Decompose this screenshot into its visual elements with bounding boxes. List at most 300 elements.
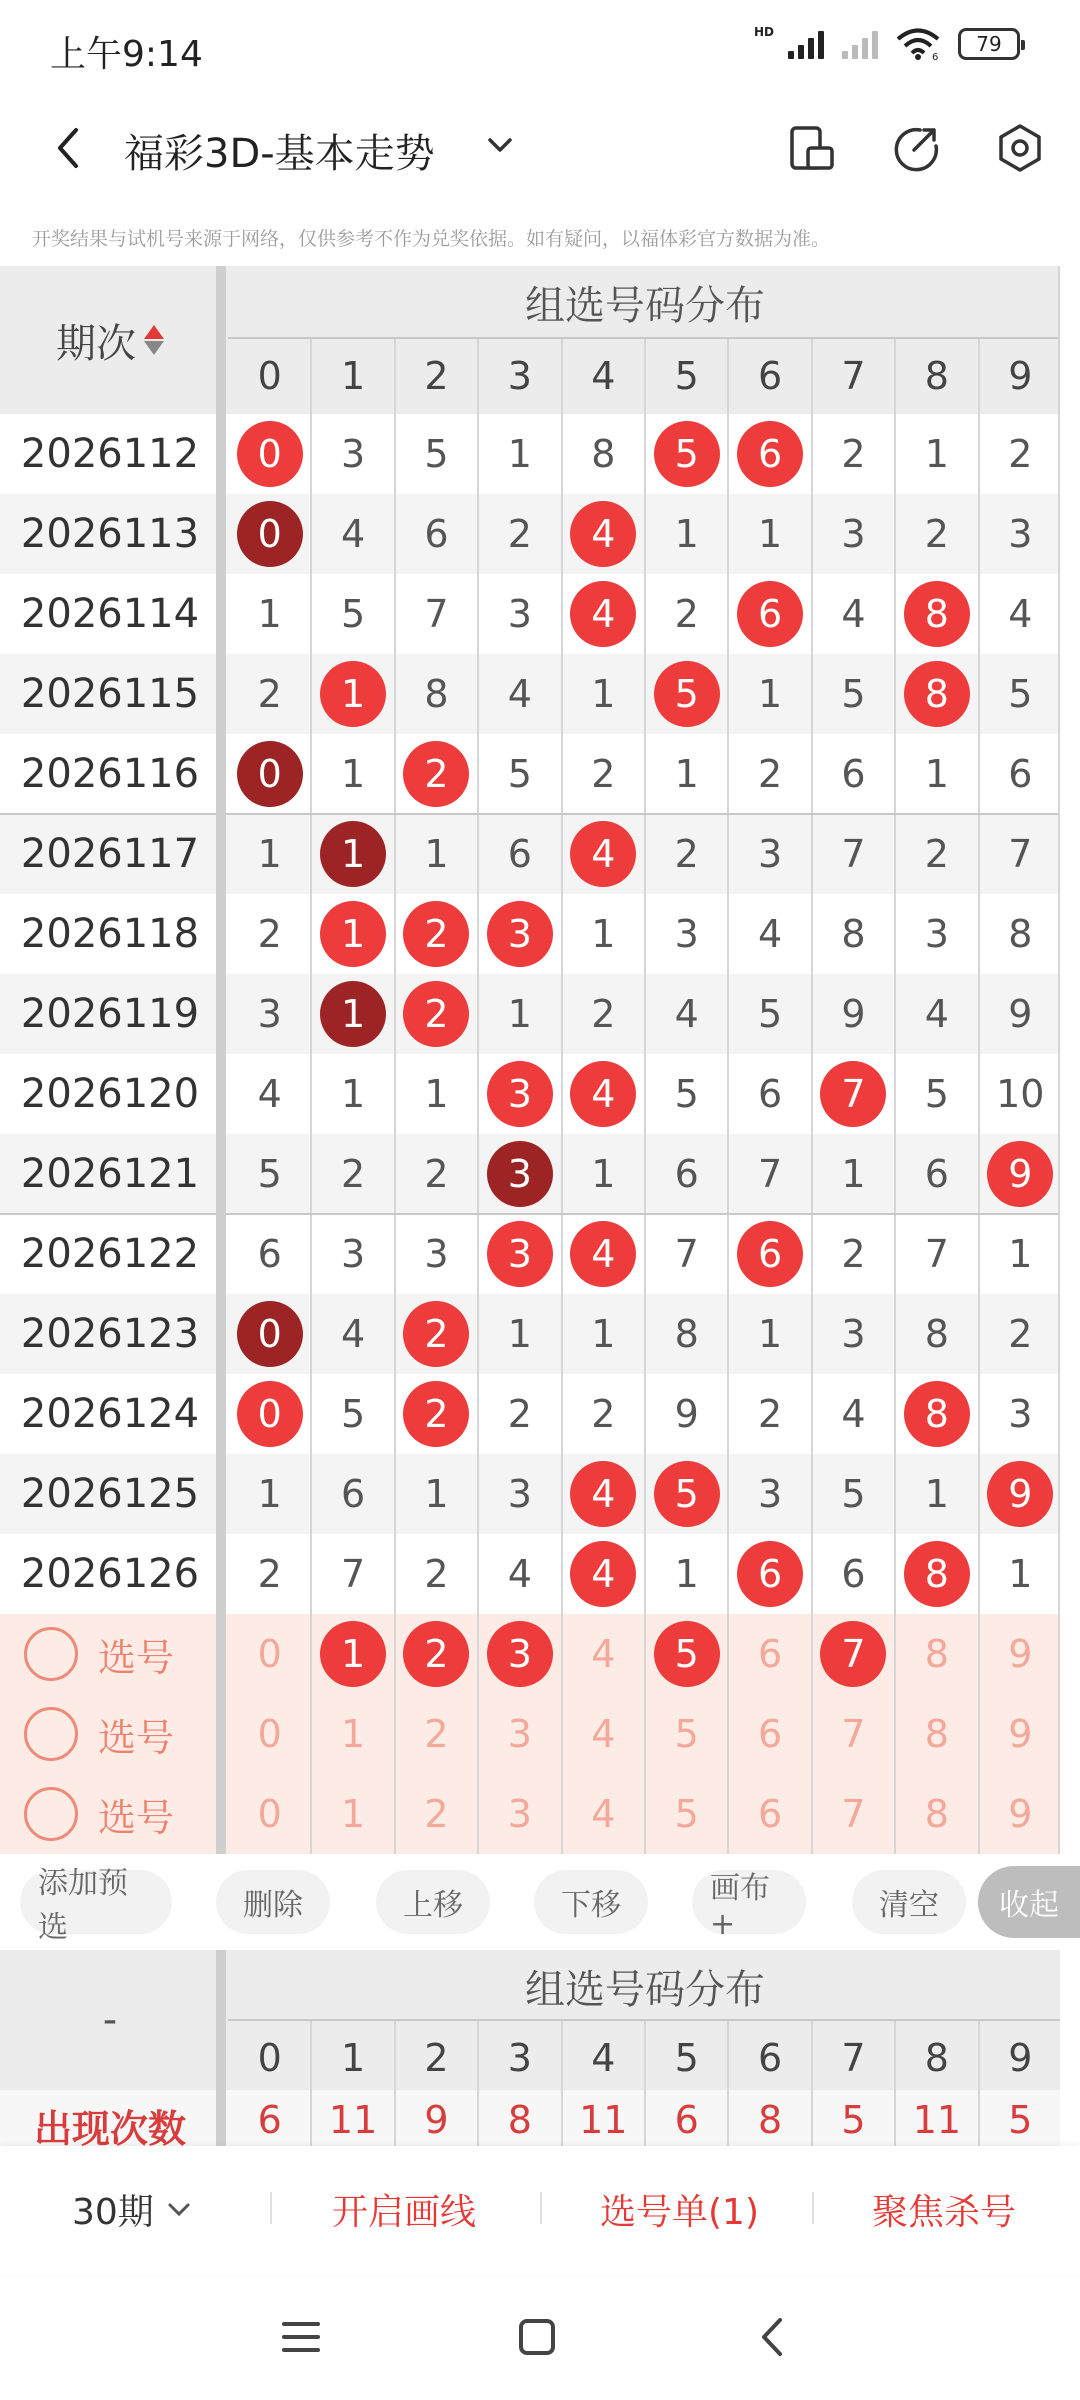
red-ball: 4 [570, 1541, 636, 1607]
pick-number-cell[interactable] [478, 1614, 561, 1694]
column-header-4: 4 [591, 354, 616, 398]
system-nav-bar [0, 2274, 1080, 2400]
number-cell [311, 894, 394, 974]
red-ball: 4 [570, 581, 636, 647]
number-cell [645, 654, 728, 734]
occurrence-count: 11 [579, 2098, 628, 2142]
number-cell: 8 [1008, 912, 1033, 956]
pick-number-cell[interactable]: 5 [674, 1792, 699, 1836]
column-header-6: 6 [757, 354, 783, 398]
grid-line [561, 414, 563, 1854]
summary-column-header-7: 7 [841, 2036, 866, 2080]
summary-column-header-2: 2 [424, 2036, 449, 2080]
number-cell [812, 1054, 895, 1134]
number-cell: 2 [1008, 1312, 1033, 1356]
trend-table-body [0, 414, 1080, 1854]
number-cell: 1 [674, 752, 699, 796]
number-cell: 3 [757, 832, 783, 876]
number-cell: 3 [757, 1472, 783, 1516]
number-cell: 9 [841, 992, 866, 1036]
number-cell [895, 654, 978, 734]
collapse-button[interactable]: 收起 [978, 1866, 1080, 1938]
dark-red-ball: 0 [237, 1301, 303, 1367]
number-cell: 2 [340, 1152, 366, 1196]
number-cell: 2 [757, 1392, 783, 1436]
number-cell: 1 [591, 1152, 616, 1196]
action-chips [0, 1856, 1080, 1948]
grid-line [477, 414, 479, 1854]
add-preselect-button[interactable]: 添加预选 [20, 1870, 172, 1934]
red-ball: 2 [403, 1301, 469, 1367]
number-cell: 7 [841, 832, 866, 876]
number-cell: 4 [507, 672, 532, 716]
wifi-badge: 6 [932, 52, 939, 60]
chevron-down-icon [164, 2198, 194, 2222]
table-row[interactable] [0, 894, 1060, 974]
occurrence-count: 5 [841, 2098, 866, 2142]
red-ball: 8 [904, 661, 970, 727]
grid-line [1058, 266, 1060, 1854]
number-cell: 8 [674, 1312, 699, 1356]
number-cell: 1 [424, 1072, 449, 1116]
radio-circle-icon[interactable] [24, 1707, 78, 1761]
tab-divider [540, 2192, 542, 2224]
red-ball: 9 [987, 1141, 1053, 1207]
number-cell [478, 1214, 561, 1294]
red-ball: 7 [820, 1061, 886, 1127]
number-cell: 2 [1008, 432, 1033, 476]
red-ball: 8 [904, 1381, 970, 1447]
red-ball: 8 [904, 581, 970, 647]
number-cell: 1 [424, 832, 449, 876]
red-ball: 5 [654, 421, 720, 487]
table-row[interactable] [0, 1294, 1060, 1374]
sort-icon[interactable] [144, 325, 164, 355]
pick-number-cell[interactable] [395, 1614, 478, 1694]
number-cell: 6 [841, 1552, 866, 1596]
pick-number-cell[interactable] [645, 1614, 728, 1694]
red-ball: 2 [403, 741, 469, 807]
pick-number-cell[interactable]: 2 [424, 1792, 449, 1836]
number-cell [979, 1454, 1062, 1534]
number-cell: 5 [340, 1392, 366, 1436]
number-cell: 2 [924, 832, 949, 876]
period-label: 30期 [72, 2192, 154, 2233]
table-row[interactable] [0, 1134, 1060, 1214]
grid-line [310, 414, 312, 1854]
number-cell: 3 [841, 512, 866, 556]
number-cell [228, 734, 311, 814]
number-cell: 3 [424, 1232, 449, 1276]
pick-number-cell[interactable]: 6 [757, 1792, 783, 1836]
number-cell [478, 894, 561, 974]
number-cell: 7 [424, 592, 449, 636]
pick-row [0, 1694, 1060, 1774]
pick-option[interactable] [24, 1694, 224, 1774]
number-cell [562, 1054, 645, 1134]
number-cell: 1 [424, 1472, 449, 1516]
red-ball: 7 [820, 1621, 886, 1687]
home-icon[interactable] [514, 2314, 560, 2360]
red-ball: 2 [403, 1621, 469, 1687]
number-cell: 6 [257, 1232, 282, 1276]
draw-line-button[interactable]: 开启画线 [332, 2192, 477, 2233]
group-divider [0, 1213, 1060, 1215]
pick-number-cell[interactable]: 0 [257, 1712, 282, 1756]
pick-number-cell[interactable]: 8 [924, 1712, 949, 1756]
issue-number: 2026115 [20, 671, 200, 717]
number-cell: 8 [841, 912, 866, 956]
radio-circle-icon[interactable] [24, 1787, 78, 1841]
number-cell: 6 [507, 832, 532, 876]
pick-number-cell[interactable]: 5 [674, 1712, 699, 1756]
table-row[interactable] [0, 494, 1060, 574]
pick-number-cell[interactable]: 3 [507, 1712, 532, 1756]
summary-dash: - [102, 1997, 118, 2043]
number-cell: 6 [841, 752, 866, 796]
dark-red-ball: 3 [487, 1141, 553, 1207]
bottom-bar [0, 2146, 1080, 2274]
number-cell: 1 [841, 1152, 866, 1196]
dark-red-ball: 0 [237, 741, 303, 807]
red-ball: 5 [654, 1621, 720, 1687]
number-cell: 3 [257, 992, 282, 1036]
number-cell: 3 [674, 912, 699, 956]
red-ball: 5 [654, 661, 720, 727]
number-cell: 2 [257, 672, 282, 716]
pick-number-cell[interactable]: 7 [841, 1712, 866, 1756]
number-cell [895, 574, 978, 654]
clear-button[interactable]: 清空 [852, 1870, 966, 1934]
red-ball: 1 [320, 661, 386, 727]
number-cell: 1 [757, 512, 783, 556]
pick-list-button[interactable]: 选号单(1) [600, 2192, 759, 2233]
number-cell: 5 [924, 1072, 949, 1116]
number-cell: 1 [924, 432, 949, 476]
grid-line [394, 414, 396, 1854]
table-row[interactable] [0, 814, 1060, 894]
table-row[interactable] [0, 414, 1060, 494]
grid-line [228, 337, 1060, 339]
pick-number-cell[interactable]: 0 [257, 1792, 282, 1836]
dark-red-ball: 1 [320, 821, 386, 887]
number-cell [645, 1454, 728, 1534]
number-cell: 1 [591, 912, 616, 956]
table-row[interactable] [0, 1054, 1060, 1134]
dark-red-ball: 1 [320, 981, 386, 1047]
number-cell: 3 [507, 592, 532, 636]
distribution-title: 组选号码分布 [525, 282, 765, 329]
occurrence-count: 5 [1008, 2098, 1033, 2142]
move-up-button[interactable]: 上移 [376, 1870, 490, 1934]
table-row[interactable] [0, 654, 1060, 734]
issue-number: 2026126 [20, 1551, 200, 1597]
pick-number-cell[interactable]: 3 [507, 1792, 532, 1836]
tab-divider [812, 2192, 814, 2224]
red-ball: 3 [487, 1221, 553, 1287]
pick-label: 选号 [98, 1715, 175, 1760]
column-header-3: 3 [507, 354, 532, 398]
issue-number: 2026119 [20, 991, 200, 1037]
number-cell [311, 654, 394, 734]
number-cell [645, 414, 728, 494]
table-row-partial [0, 400, 1060, 414]
grid-line [978, 2020, 980, 2146]
pick-number-cell[interactable]: 4 [591, 1792, 616, 1836]
focus-kill-button[interactable]: 聚焦杀号 [872, 2192, 1017, 2233]
number-cell: 1 [507, 432, 532, 476]
issue-column-header[interactable] [0, 266, 220, 414]
grid-line [644, 414, 646, 1854]
summary-column-header-4: 4 [591, 2036, 616, 2080]
red-ball: 6 [737, 581, 803, 647]
dark-red-ball: 0 [237, 501, 303, 567]
number-cell: 1 [924, 1472, 949, 1516]
number-cell: 7 [1008, 832, 1033, 876]
status-bar [0, 0, 1080, 96]
number-cell: 1 [757, 672, 783, 716]
number-cell [311, 814, 394, 894]
red-ball: 2 [403, 981, 469, 1047]
pick-number-cell[interactable]: 9 [1008, 1632, 1033, 1676]
table-row[interactable] [0, 734, 1060, 814]
chevron-down-icon[interactable] [482, 126, 518, 166]
battery-level: 79 [976, 32, 1002, 56]
status-time: 上午9:14 [50, 34, 203, 75]
occurrence-label: 出现次数 [33, 2107, 186, 2146]
number-cell: 4 [257, 1072, 282, 1116]
number-cell: 5 [841, 1472, 866, 1516]
pick-number-cell[interactable]: 6 [757, 1712, 783, 1756]
pick-number-cell[interactable]: 0 [257, 1632, 282, 1676]
radio-circle-icon[interactable] [24, 1627, 78, 1681]
rotate-screen-icon[interactable] [786, 122, 838, 174]
red-ball: 3 [487, 901, 553, 967]
occurrence-count: 9 [424, 2098, 449, 2142]
summary-section [0, 1950, 1060, 2146]
number-cell: 1 [257, 832, 282, 876]
red-ball: 4 [570, 1061, 636, 1127]
back-icon[interactable] [40, 118, 100, 178]
column-separator [216, 1950, 226, 2146]
issue-number: 2026122 [20, 1231, 200, 1277]
number-cell: 6 [757, 1072, 783, 1116]
number-cell: 1 [674, 512, 699, 556]
number-cell: 2 [257, 1552, 282, 1596]
number-cell [395, 894, 478, 974]
table-row[interactable] [0, 1214, 1060, 1294]
number-cell: 2 [674, 832, 699, 876]
issue-number: 2026118 [20, 911, 200, 957]
table-row[interactable] [0, 974, 1060, 1054]
table-row[interactable] [0, 574, 1060, 654]
issue-number: 2026123 [20, 1311, 200, 1357]
number-cell: 1 [1008, 1552, 1033, 1596]
number-cell: 5 [257, 1152, 282, 1196]
pick-option[interactable] [24, 1614, 224, 1694]
number-cell: 2 [591, 752, 616, 796]
issue-number: 2026121 [20, 1151, 200, 1197]
pick-number-cell[interactable]: 1 [340, 1792, 366, 1836]
summary-column-header-8: 8 [924, 2036, 949, 2080]
number-cell: 8 [924, 1312, 949, 1356]
column-header-7: 7 [841, 354, 866, 398]
number-cell: 8 [424, 672, 449, 716]
settings-icon[interactable] [994, 122, 1046, 174]
red-ball: 1 [320, 901, 386, 967]
grid-line [978, 414, 980, 1854]
battery-icon [958, 28, 1020, 60]
pick-number-cell[interactable]: 7 [841, 1792, 866, 1836]
number-cell [728, 1534, 811, 1614]
number-cell: 1 [257, 1472, 282, 1516]
number-cell: 1 [674, 1552, 699, 1596]
number-cell: 7 [674, 1232, 699, 1276]
number-cell: 5 [674, 1072, 699, 1116]
number-cell [562, 1214, 645, 1294]
number-cell: 10 [996, 1072, 1045, 1116]
number-cell [395, 974, 478, 1054]
number-cell: 2 [591, 992, 616, 1036]
red-ball: 9 [987, 1461, 1053, 1527]
number-cell: 4 [507, 1552, 532, 1596]
summary-column-header-6: 6 [757, 2036, 783, 2080]
number-cell: 6 [674, 1152, 699, 1196]
nav-back-icon[interactable] [750, 2314, 796, 2360]
number-cell: 2 [424, 1552, 449, 1596]
number-cell: 7 [757, 1152, 783, 1196]
number-cell: 3 [340, 1232, 366, 1276]
move-down-button[interactable]: 下移 [534, 1870, 648, 1934]
issue-number: 2026117 [20, 831, 200, 877]
number-cell: 1 [507, 992, 532, 1036]
number-cell: 3 [340, 432, 366, 476]
number-cell [728, 1214, 811, 1294]
number-cell: 5 [1008, 672, 1033, 716]
number-cell: 2 [757, 752, 783, 796]
red-ball: 6 [737, 1221, 803, 1287]
number-cell: 1 [757, 1312, 783, 1356]
number-cell: 1 [591, 1312, 616, 1356]
pick-number-cell[interactable]: 8 [924, 1632, 949, 1676]
number-cell [895, 1534, 978, 1614]
number-cell [728, 414, 811, 494]
issue-number: 2026125 [20, 1471, 200, 1517]
grid-line [228, 2019, 1060, 2021]
number-cell [228, 414, 311, 494]
number-cell [478, 1134, 561, 1214]
column-header-5: 5 [674, 354, 699, 398]
pick-number-cell[interactable]: 4 [591, 1712, 616, 1756]
issue-number: 2026113 [20, 511, 200, 557]
number-cell [562, 574, 645, 654]
table-row[interactable] [0, 1534, 1060, 1614]
red-ball: 4 [570, 1461, 636, 1527]
share-icon[interactable] [890, 122, 942, 174]
number-cell: 7 [340, 1552, 366, 1596]
number-cell: 3 [841, 1312, 866, 1356]
status-icons [753, 25, 1020, 60]
number-cell: 1 [1008, 1232, 1033, 1276]
issue-number: 2026124 [20, 1391, 200, 1437]
red-ball: 0 [237, 421, 303, 487]
pick-number-cell[interactable]: 8 [924, 1792, 949, 1836]
summary-column-header-1: 1 [340, 2036, 366, 2080]
pick-row [0, 1614, 1060, 1694]
canvas-button[interactable]: 画布+ [692, 1870, 806, 1934]
number-cell [228, 1294, 311, 1374]
number-cell: 2 [924, 512, 949, 556]
number-cell: 4 [757, 912, 783, 956]
menu-icon[interactable] [278, 2314, 324, 2360]
grid-line [727, 2020, 729, 2146]
grid-line [477, 2020, 479, 2146]
pick-row [0, 1774, 1060, 1854]
pick-number-cell[interactable] [311, 1614, 394, 1694]
number-cell: 3 [507, 1472, 532, 1516]
table-row[interactable] [0, 1374, 1060, 1454]
number-cell: 9 [1008, 992, 1033, 1036]
pick-number-cell[interactable]: 9 [1008, 1712, 1033, 1756]
number-cell [228, 494, 311, 574]
red-ball: 4 [570, 501, 636, 567]
occurrence-count: 8 [757, 2098, 783, 2142]
page-title[interactable]: 福彩3D-基本走势 [124, 131, 435, 177]
pick-number-cell[interactable]: 4 [591, 1632, 616, 1676]
red-ball: 3 [487, 1061, 553, 1127]
number-cell: 1 [591, 672, 616, 716]
red-ball: 6 [737, 421, 803, 487]
occurrence-count: 11 [912, 2098, 962, 2142]
number-cell: 2 [591, 1392, 616, 1436]
table-row[interactable] [0, 1454, 1060, 1534]
number-cell: 9 [674, 1392, 699, 1436]
number-cell [562, 1534, 645, 1614]
column-header-8: 8 [924, 354, 949, 398]
number-cell [228, 1374, 311, 1454]
column-header-9: 9 [1008, 354, 1033, 398]
number-cell [562, 494, 645, 574]
grid-line [811, 414, 813, 1854]
pick-number-cell[interactable]: 9 [1008, 1792, 1033, 1836]
issue-number: 2026120 [20, 1071, 200, 1117]
wifi-icon [896, 28, 940, 60]
summary-column-header-9: 9 [1008, 2036, 1033, 2080]
red-ball: 2 [403, 1381, 469, 1447]
number-cell [478, 1054, 561, 1134]
pick-number-cell[interactable]: 6 [757, 1632, 783, 1676]
occurrence-count: 8 [507, 2098, 532, 2142]
pick-number-cell[interactable]: 2 [424, 1712, 449, 1756]
number-cell: 3 [1008, 512, 1033, 556]
number-cell: 5 [340, 592, 366, 636]
pick-number-cell[interactable] [812, 1614, 895, 1694]
pick-option[interactable] [24, 1774, 224, 1854]
red-ball: 3 [487, 1621, 553, 1687]
number-cell: 2 [424, 1152, 449, 1196]
column-header-0: 0 [257, 354, 282, 398]
delete-button[interactable]: 删除 [216, 1870, 330, 1934]
number-cell: 1 [257, 592, 282, 636]
pick-number-cell[interactable]: 1 [340, 1712, 366, 1756]
occurrence-count: 11 [328, 2098, 378, 2142]
issue-header-label: 期次 [56, 320, 136, 367]
number-cell [979, 1134, 1062, 1214]
pick-label: 选号 [98, 1795, 175, 1840]
number-cell: 2 [841, 1232, 866, 1276]
table-header [0, 266, 1060, 414]
period-selector[interactable] [72, 2184, 194, 2235]
